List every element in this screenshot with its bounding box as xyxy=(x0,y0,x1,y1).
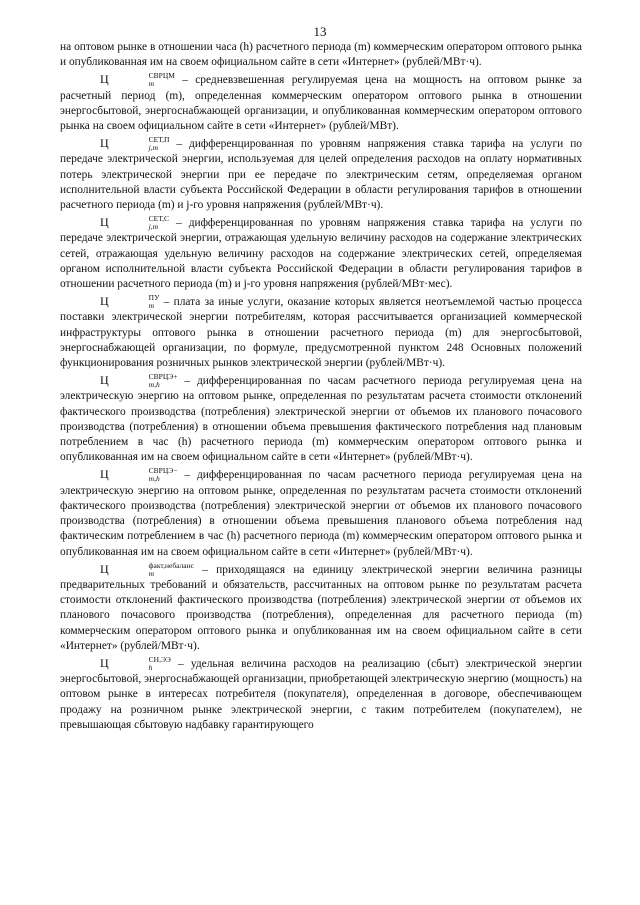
formula-symbol xyxy=(100,372,178,390)
symbol-subscript: h xyxy=(148,662,153,672)
symbol-base: Ц xyxy=(100,72,109,87)
symbol-base: Ц xyxy=(100,294,109,309)
definition-text: – плата за иные услуги, оказание которых является неотъемлемой частью процесса поставки электрической энергии потребителям, которая рассчитывается организацией коммерческой инфраструктуры оптового рынка в отношении расчетного периода (m) для энергосбытовой, энергоснабжающей организации, по формуле, предусмотренной пунктом 248 Основных положений функционирования розничных рынков электрической энергии (рублей/МВт·ч). xyxy=(60,296,582,370)
symbol-superscript: СВРЦЭ+ xyxy=(148,372,178,382)
definition-paragraph xyxy=(60,467,582,559)
paragraph-text: на оптовом рынке в отношении часа (h) расчетного периода (m) коммерческим оператором оптового рынка и опубликованная им на своем официальном сайте в сети «Интернет» (рублей/МВт·ч). xyxy=(60,41,582,69)
definition-paragraph xyxy=(60,656,582,733)
symbol-superscript: факт,небаланс xyxy=(148,560,194,570)
definition-paragraph xyxy=(60,136,582,213)
definition-paragraph xyxy=(60,562,582,654)
definition-text: – дифференцированная по уровням напряжения ставка тарифа на услуги по передаче электрической энергии, отражающая удельную величину расходов на содержание электрических сетей, отражающая удельную величину расходов на содержание электрических сетей, определяемая органом исполнительной власти субъекта Российской Федерации в области регулирования тарифов в отношении расчетного периода (m) и j-го уровня напряжения (рублей/МВт·мес). xyxy=(60,217,582,291)
formula-symbol xyxy=(100,654,171,672)
symbol-base: Ц xyxy=(100,373,109,388)
definition-text: – дифференцированная по уровням напряжения ставка тарифа на услуги по передаче электрической энергии, используемая для целей определения расходов на оплату нормативных потерь электрической энергии при ее передаче по электрическим сетям, определяемая органом исполнительной власти субъекта Российской Федерации в области регулирования тарифов в отношении расчетного периода (m) и j-го уровня напряжения (рублей/МВт·ч). xyxy=(60,138,582,212)
symbol-subscript: m xyxy=(148,79,155,89)
symbol-subscript: m xyxy=(148,568,155,578)
document-body xyxy=(60,40,582,733)
definition-paragraph xyxy=(60,373,582,465)
definition-text: – приходящаяся на единицу электрической энергии величина разницы предварительных требований и обязательств, рассчитанных на оптовом рынке по результатам расчета стоимости отклонений фактического производства (потребления) электрической энергии от объемов их планового почасового производства (потребления), определенная для расчетного периода (m) коммерческим оператором оптового рынка и опубликованная им на своем официальном сайте в сети «Интернет» (рублей/МВт·ч). xyxy=(60,563,582,652)
symbol-base: Ц xyxy=(100,136,109,151)
formula-symbol xyxy=(100,293,160,311)
symbol-superscript: СЕТ,С xyxy=(148,214,169,224)
paragraph-continuation xyxy=(60,40,582,70)
symbol-subscript: m,h xyxy=(148,380,160,390)
symbol-base: Ц xyxy=(100,467,109,482)
symbol-superscript: СН,ЭЭ xyxy=(148,654,171,664)
formula-symbol xyxy=(100,71,175,89)
symbol-subscript: j,m xyxy=(148,143,159,153)
formula-symbol xyxy=(100,135,170,153)
symbol-base: Ц xyxy=(100,655,109,670)
symbol-subscript: j,m xyxy=(148,222,159,232)
definition-text: – дифференцированная по часам расчетного периода регулируемая цена на электрическую энергию на оптовом рынке, определенная по результатам расчета стоимости отклонений фактического производства (потребления) электрической энергии от объемов их планового почасового производства (потребления) в отношении объема превышения планового объема потребления над фактическим потреблением в час (h) расчетного периода (m) коммерческим оператором оптового рынка и опубликованная им на своем официальном сайте в сети «Интернет» (рублей/МВт·ч). xyxy=(60,469,582,558)
definition-text: – средневзвешенная регулируемая цена на мощность на оптовом рынке за расчетный период (m), определенная коммерческим оператором оптового рынка в отношении энергосбытовой, энергоснабжающей организации, и опубликованная коммерческим оператором оптового рынка на своем официальном сайте в сети «Интернет» (рублей/МВт). xyxy=(60,74,582,133)
symbol-base: Ц xyxy=(100,215,109,230)
symbol-superscript: СВРЦМ xyxy=(148,71,175,81)
symbol-superscript: СЕТ,П xyxy=(148,135,170,145)
definition-paragraph xyxy=(60,72,582,134)
symbol-superscript: ПУ xyxy=(148,293,160,303)
symbol-subscript: m xyxy=(148,301,155,311)
formula-symbol xyxy=(100,466,178,484)
definition-paragraph xyxy=(60,294,582,371)
definition-paragraph xyxy=(60,215,582,292)
symbol-base: Ц xyxy=(100,561,109,576)
page-number: 13 xyxy=(313,24,327,39)
formula-symbol xyxy=(100,560,194,578)
definition-text: – удельная величина расходов на реализацию (сбыт) электрической энергии энергосбытовой, энергоснабжающей организации, приобретающей электрическую энергию (мощность) на оптовом рынке в интересах потребителя (покупателя), определенная в договоре, обеспечивающем продажу на розничном рынке электрической энергии, с таким потребителем (покупателем), не превышающая сбытовую надбавку гарантирующего xyxy=(60,657,582,731)
formula-symbol xyxy=(100,214,169,232)
definition-text: – дифференцированная по часам расчетного периода регулируемая цена на электрическую энергию на оптовом рынке, определенная по результатам расчета стоимости отклонений фактического производства (потребления) электрической энергии от объемов их планового почасового производства (потребления) в отношении объема превышения фактического потребления над плановым потреблением в час (h) расчетного периода (m) коммерческим оператором оптового рынка и опубликованная им на своем официальном сайте в сети «Интернет» (рублей/МВт·ч). xyxy=(60,375,582,464)
symbol-superscript: СВРЦЭ− xyxy=(148,466,178,476)
symbol-subscript: m,h xyxy=(148,474,160,484)
